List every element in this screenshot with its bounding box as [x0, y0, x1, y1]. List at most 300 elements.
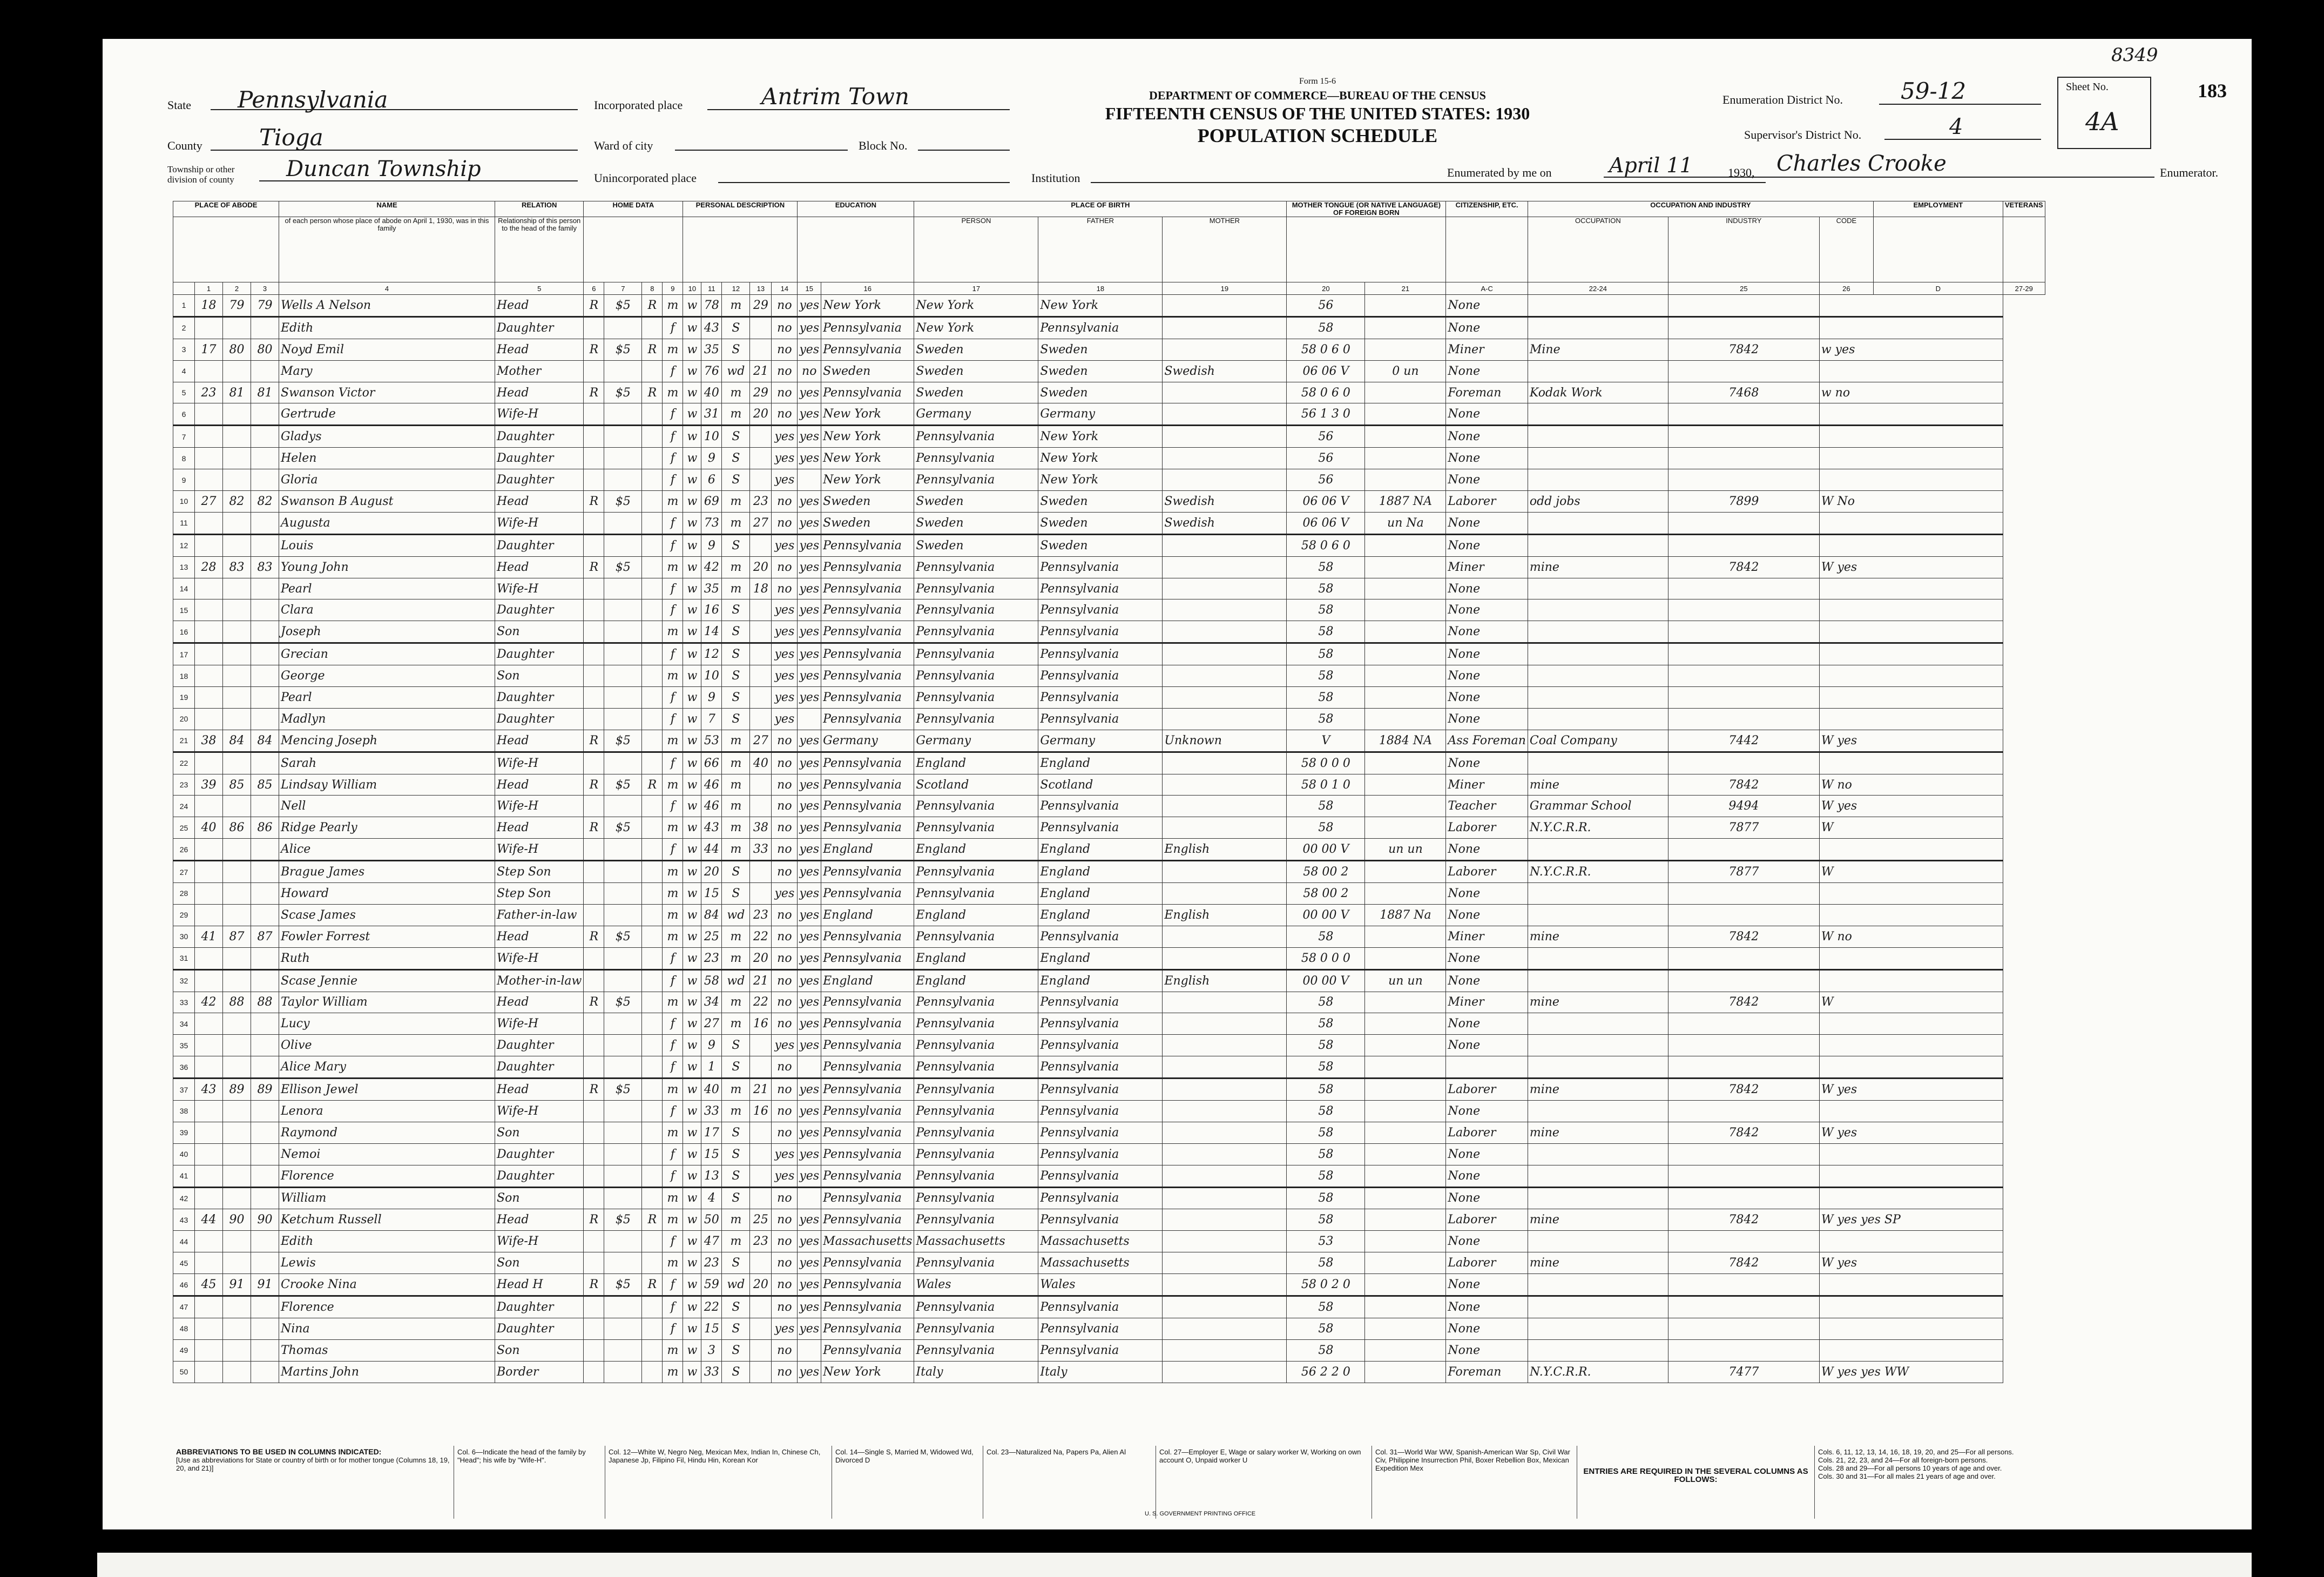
- cell-name: Lucy: [279, 1013, 495, 1035]
- cell-occ: None: [1446, 1296, 1528, 1318]
- cell-mbp: Germany: [1038, 730, 1163, 752]
- cell-c: [251, 1187, 279, 1209]
- cell-mbp: New York: [1038, 295, 1163, 317]
- cell-val: [604, 534, 642, 556]
- table-row: [173, 1318, 2045, 1339]
- cell-farm: R: [642, 1274, 663, 1296]
- table-row: [173, 1100, 2045, 1122]
- cell-cit: [1365, 556, 1446, 578]
- col31-note: Col. 31—World War WW, Spanish-American War Sp, Civil War Civ, Philippine Insurrection Phil, Boxer Rebellion Box, Mexican Expedition Mex: [1372, 1446, 1577, 1519]
- cell-emp: [1819, 708, 2003, 730]
- cell-fbp: Pennsylvania: [914, 687, 1038, 709]
- cell-fbp: Pennsylvania: [914, 578, 1038, 599]
- cell-sch: no: [772, 1274, 798, 1296]
- cell-age-m: 38: [750, 817, 772, 839]
- cell-name: Lindsay William: [279, 774, 495, 796]
- cell-cit: un un: [1365, 839, 1446, 861]
- cell-oc: 7877: [1668, 817, 1819, 839]
- cell-occ: Foreman: [1446, 382, 1528, 403]
- cell-occ: None: [1446, 1274, 1528, 1296]
- cell-sex: f: [663, 643, 683, 665]
- cell-a: 42: [195, 992, 223, 1013]
- cell-val: $5: [604, 295, 642, 317]
- cell-a: 45: [195, 1274, 223, 1296]
- group-place-of-abode: PLACE OF ABODE: [173, 201, 279, 217]
- population-table: [173, 201, 2045, 1383]
- cell-read: no: [798, 360, 821, 382]
- cell-sch: no: [772, 926, 798, 947]
- cell-emp: [1819, 512, 2003, 534]
- township-value: Duncan Township: [286, 157, 481, 181]
- cell-c: 79: [251, 295, 279, 317]
- cell-cit: 1884 NA: [1365, 730, 1446, 752]
- cell-mbp: Pennsylvania: [1038, 1318, 1163, 1339]
- cell-sex: m: [663, 730, 683, 752]
- cell-farm: [642, 316, 663, 339]
- table-row: [173, 992, 2045, 1013]
- cell-farm: [642, 708, 663, 730]
- cell-val: [604, 1339, 642, 1361]
- cell-bp: Pennsylvania: [821, 665, 914, 687]
- cell-cit: un Na: [1365, 512, 1446, 534]
- cell-ms: S: [722, 708, 750, 730]
- cell-age-m: [750, 796, 772, 817]
- cell-ind: N.Y.C.R.R.: [1528, 1361, 1668, 1383]
- cell-b: [223, 1361, 251, 1383]
- cell-val: $5: [604, 817, 642, 839]
- table-row: [173, 1274, 2045, 1296]
- cell-farm: [642, 643, 663, 665]
- cell-tongue: [1163, 295, 1287, 317]
- cell-age: 58: [701, 969, 722, 992]
- table-row: [173, 426, 2045, 448]
- cell-a: [195, 1100, 223, 1122]
- table-row: [173, 578, 2045, 599]
- line-number: 16: [173, 621, 195, 643]
- cell-bp: England: [821, 969, 914, 992]
- table-row: [173, 969, 2045, 992]
- cell-val: [604, 426, 642, 448]
- sheet-box: [2057, 77, 2151, 149]
- ed-label: Enumeration District No.: [1722, 93, 1843, 106]
- cell-sex: f: [663, 360, 683, 382]
- cell-oc: [1668, 534, 1819, 556]
- cell-a: [195, 599, 223, 621]
- cell-oc: [1668, 316, 1819, 339]
- cell-sex: f: [663, 512, 683, 534]
- cell-a: [195, 1143, 223, 1165]
- column-number: 18: [1038, 282, 1163, 295]
- cell-sch: no: [772, 1231, 798, 1252]
- cell-race: w: [683, 817, 701, 839]
- relation-column-desc: Relationship of this person to the head of the family: [495, 217, 584, 282]
- cell-own: R: [584, 1209, 604, 1231]
- cell-age: 15: [701, 883, 722, 905]
- cell-code: 58: [1287, 687, 1365, 709]
- cell-code: 58: [1287, 1165, 1365, 1187]
- cell-sex: f: [663, 599, 683, 621]
- cell-bp: Pennsylvania: [821, 883, 914, 905]
- cell-tongue: Swedish: [1163, 491, 1287, 513]
- cell-oc: [1668, 1013, 1819, 1035]
- cell-age: 9: [701, 534, 722, 556]
- cell-c: 88: [251, 992, 279, 1013]
- cell-ind: [1528, 403, 1668, 426]
- cell-name: Thomas: [279, 1339, 495, 1361]
- cell-age: 14: [701, 621, 722, 643]
- cell-occ: None: [1446, 1165, 1528, 1187]
- cell-name: Gertrude: [279, 403, 495, 426]
- line-number: 25: [173, 817, 195, 839]
- cell-rel: Head: [495, 339, 584, 360]
- cell-code: 56 1 3 0: [1287, 403, 1365, 426]
- cell-fbp: Pennsylvania: [914, 708, 1038, 730]
- state-value: Pennsylvania: [238, 86, 388, 113]
- cell-farm: R: [642, 295, 663, 317]
- cell-ms: wd: [722, 969, 750, 992]
- col14-note: Col. 14—Single S, Married M, Widowed Wd, Divorced D: [832, 1446, 983, 1519]
- cell-fbp: England: [914, 969, 1038, 992]
- column-number: 25: [1668, 282, 1819, 295]
- cell-name: Martins John: [279, 1361, 495, 1383]
- cell-ms: S: [722, 1143, 750, 1165]
- cell-tongue: [1163, 861, 1287, 883]
- cell-name: Edith: [279, 1231, 495, 1252]
- column-number: 15: [798, 282, 821, 295]
- cell-rel: Head: [495, 1209, 584, 1231]
- cell-tongue: [1163, 1165, 1287, 1187]
- cell-bp: Pennsylvania: [821, 708, 914, 730]
- cell-b: [223, 708, 251, 730]
- cell-code: 06 06 V: [1287, 512, 1365, 534]
- cell-bp: Pennsylvania: [821, 1274, 914, 1296]
- cell-farm: R: [642, 774, 663, 796]
- cell-rel: Wife-H: [495, 1100, 584, 1122]
- cell-age: 10: [701, 426, 722, 448]
- cell-farm: [642, 599, 663, 621]
- cell-farm: [642, 1296, 663, 1318]
- line-number: 31: [173, 947, 195, 969]
- cell-emp: [1819, 469, 2003, 491]
- cell-sch: no: [772, 839, 798, 861]
- cell-name: Taylor William: [279, 992, 495, 1013]
- cell-age: 46: [701, 774, 722, 796]
- cell-ind: mine: [1528, 556, 1668, 578]
- cell-emp: W: [1819, 817, 2003, 839]
- printer-note: U. S. GOVERNMENT PRINTING OFFICE: [1145, 1511, 1256, 1517]
- column-number: 17: [914, 282, 1038, 295]
- cell-oc: [1668, 599, 1819, 621]
- column-number: 14: [772, 282, 798, 295]
- cell-oc: 7842: [1668, 556, 1819, 578]
- cell-fbp: Pennsylvania: [914, 817, 1038, 839]
- cell-mbp: Pennsylvania: [1038, 796, 1163, 817]
- next-sheet-edge: [97, 1553, 2252, 1577]
- cell-own: [584, 1296, 604, 1318]
- cell-c: [251, 752, 279, 774]
- cell-farm: [642, 752, 663, 774]
- cell-b: [223, 1100, 251, 1122]
- cell-age-m: [750, 643, 772, 665]
- cell-oc: [1668, 426, 1819, 448]
- cell-age: 15: [701, 1143, 722, 1165]
- cell-age: 33: [701, 1100, 722, 1122]
- line-number: 9: [173, 469, 195, 491]
- cell-ms: S: [722, 1296, 750, 1318]
- cell-emp: [1819, 1296, 2003, 1318]
- cell-sex: f: [663, 316, 683, 339]
- cell-emp: w yes: [1819, 339, 2003, 360]
- cell-read: [798, 708, 821, 730]
- cell-ind: [1528, 512, 1668, 534]
- cell-a: [195, 665, 223, 687]
- cell-sex: f: [663, 578, 683, 599]
- cell-sex: f: [663, 1296, 683, 1318]
- cell-age-m: [750, 1056, 772, 1079]
- cell-val: [604, 403, 642, 426]
- cell-sch: yes: [772, 1143, 798, 1165]
- cell-race: w: [683, 992, 701, 1013]
- cell-name: Nemoi: [279, 1143, 495, 1165]
- cell-sex: f: [663, 796, 683, 817]
- department: DEPARTMENT OF COMMERCE—BUREAU OF THE CENSUS: [1149, 89, 1487, 102]
- cell-fbp: Pennsylvania: [914, 426, 1038, 448]
- cell-mbp: Pennsylvania: [1038, 992, 1163, 1013]
- cell-race: w: [683, 316, 701, 339]
- cell-read: yes: [798, 1296, 821, 1318]
- cell-rel: Wife-H: [495, 796, 584, 817]
- cell-code: 56: [1287, 469, 1365, 491]
- cell-emp: [1819, 426, 2003, 448]
- cell-cit: [1365, 1035, 1446, 1056]
- cell-ind: mine: [1528, 774, 1668, 796]
- cell-oc: [1668, 1100, 1819, 1122]
- cell-rel: Head: [495, 491, 584, 513]
- cell-b: [223, 1122, 251, 1143]
- cell-ms: S: [722, 1035, 750, 1056]
- line-number: 7: [173, 426, 195, 448]
- line-number: 14: [173, 578, 195, 599]
- cell-emp: [1819, 1056, 2003, 1079]
- cell-sch: no: [772, 1339, 798, 1361]
- cell-age-m: [750, 861, 772, 883]
- cell-farm: [642, 926, 663, 947]
- cell-age: 27: [701, 1013, 722, 1035]
- cell-c: [251, 448, 279, 469]
- cell-own: [584, 1035, 604, 1056]
- cell-read: yes: [798, 904, 821, 926]
- cell-code: 58 0 6 0: [1287, 339, 1365, 360]
- cell-sch: yes: [772, 534, 798, 556]
- cell-occ: None: [1446, 360, 1528, 382]
- cell-c: [251, 1100, 279, 1122]
- cell-sch: no: [772, 1296, 798, 1318]
- cell-fbp: Sweden: [914, 339, 1038, 360]
- cell-age-m: 20: [750, 556, 772, 578]
- cell-bp: Pennsylvania: [821, 1079, 914, 1101]
- cell-code: 58: [1287, 1100, 1365, 1122]
- cell-emp: [1819, 1274, 2003, 1296]
- cell-ms: wd: [722, 1274, 750, 1296]
- cell-tongue: [1163, 1318, 1287, 1339]
- cell-occ: Miner: [1446, 556, 1528, 578]
- cell-tongue: [1163, 1100, 1287, 1122]
- cell-ms: S: [722, 469, 750, 491]
- cell-b: [223, 512, 251, 534]
- cell-rel: Wife-H: [495, 512, 584, 534]
- line-number: 39: [173, 1122, 195, 1143]
- cell-name: Mencing Joseph: [279, 730, 495, 752]
- cell-b: 90: [223, 1209, 251, 1231]
- cell-val: $5: [604, 1209, 642, 1231]
- cell-emp: [1819, 578, 2003, 599]
- cell-oc: [1668, 687, 1819, 709]
- cell-sex: f: [663, 752, 683, 774]
- cell-rel: Wife-H: [495, 839, 584, 861]
- cell-ind: [1528, 621, 1668, 643]
- cell-age: 42: [701, 556, 722, 578]
- cell-age-m: [750, 1165, 772, 1187]
- cell-name: Sarah: [279, 752, 495, 774]
- census-title: FIFTEENTH CENSUS OF THE UNITED STATES: 1930: [1105, 104, 1530, 123]
- cell-b: [223, 1339, 251, 1361]
- cell-b: [223, 687, 251, 709]
- line-number: 40: [173, 1143, 195, 1165]
- cell-ind: [1528, 752, 1668, 774]
- cell-bp: England: [821, 904, 914, 926]
- cell-own: [584, 839, 604, 861]
- abbrev-box: [173, 1446, 454, 1519]
- cell-fbp: Italy: [914, 1361, 1038, 1383]
- line-number: 1: [173, 295, 195, 317]
- cell-occ: Miner: [1446, 992, 1528, 1013]
- cell-fbp: Pennsylvania: [914, 1339, 1038, 1361]
- cell-age: 35: [701, 578, 722, 599]
- cell-rel: Wife-H: [495, 1231, 584, 1252]
- req-1: Cols. 6, 11, 12, 13, 14, 16, 18, 19, 20, and 25—For all persons.: [1818, 1448, 2014, 1456]
- cell-read: yes: [798, 295, 821, 317]
- cell-age-m: [750, 1035, 772, 1056]
- cell-name: Scase James: [279, 904, 495, 926]
- cell-mbp: Pennsylvania: [1038, 687, 1163, 709]
- cell-age: 16: [701, 599, 722, 621]
- cell-ind: [1528, 469, 1668, 491]
- cell-b: [223, 796, 251, 817]
- cell-bp: Germany: [821, 730, 914, 752]
- cell-c: [251, 1013, 279, 1035]
- column-number: 7: [604, 282, 642, 295]
- cell-rel: Daughter: [495, 426, 584, 448]
- column-number: A-C: [1446, 282, 1528, 295]
- cell-sex: f: [663, 1035, 683, 1056]
- cell-name: Fowler Forrest: [279, 926, 495, 947]
- cell-bp: Pennsylvania: [821, 992, 914, 1013]
- cell-c: [251, 1231, 279, 1252]
- cell-c: 84: [251, 730, 279, 752]
- cell-fbp: England: [914, 904, 1038, 926]
- cell-a: [195, 1165, 223, 1187]
- cell-name: Florence: [279, 1165, 495, 1187]
- cell-own: [584, 687, 604, 709]
- cell-cit: [1365, 1079, 1446, 1101]
- cell-age-m: 23: [750, 1231, 772, 1252]
- req-4: Cols. 30 and 31—For all males 21 years of age and over.: [1818, 1472, 1996, 1480]
- cell-bp: Pennsylvania: [821, 861, 914, 883]
- cell-c: [251, 1122, 279, 1143]
- cell-occ: Laborer: [1446, 817, 1528, 839]
- cell-oc: 7842: [1668, 1122, 1819, 1143]
- cell-tongue: [1163, 817, 1287, 839]
- table-row: [173, 947, 2045, 969]
- cell-c: [251, 904, 279, 926]
- cell-code: 58 0 0 0: [1287, 752, 1365, 774]
- table-row: [173, 796, 2045, 817]
- cell-fbp: Pennsylvania: [914, 556, 1038, 578]
- cell-emp: [1819, 643, 2003, 665]
- sheet-value: 4A: [2085, 107, 2119, 136]
- cell-name: Joseph: [279, 621, 495, 643]
- cell-emp: [1819, 534, 2003, 556]
- line-number: 42: [173, 1187, 195, 1209]
- cell-own: [584, 599, 604, 621]
- cell-emp: W no: [1819, 926, 2003, 947]
- cell-mbp: Sweden: [1038, 382, 1163, 403]
- cell-farm: [642, 1165, 663, 1187]
- cell-bp: Pennsylvania: [821, 534, 914, 556]
- cell-c: [251, 665, 279, 687]
- abbrev-note: [Use as abbreviations for State or country of birth or for mother tongue (Columns 18, 19, 20, and 21)]: [176, 1456, 450, 1472]
- cell-emp: [1819, 1318, 2003, 1339]
- line-number: 38: [173, 1100, 195, 1122]
- cell-ms: S: [722, 1056, 750, 1079]
- cell-age-m: [750, 708, 772, 730]
- cell-sch: no: [772, 316, 798, 339]
- cell-oc: 7899: [1668, 491, 1819, 513]
- cell-race: w: [683, 752, 701, 774]
- cell-ms: S: [722, 643, 750, 665]
- cell-sex: f: [663, 403, 683, 426]
- cell-c: 85: [251, 774, 279, 796]
- cell-oc: [1668, 839, 1819, 861]
- cell-read: yes: [798, 774, 821, 796]
- ed-value: 59-12: [1901, 78, 1967, 104]
- cell-occ: None: [1446, 883, 1528, 905]
- cell-bp: Pennsylvania: [821, 643, 914, 665]
- cell-name: Helen: [279, 448, 495, 469]
- cell-race: w: [683, 426, 701, 448]
- cell-ms: m: [722, 1209, 750, 1231]
- cell-read: [798, 1187, 821, 1209]
- cell-code: 58: [1287, 1209, 1365, 1231]
- cell-c: [251, 1035, 279, 1056]
- cell-own: [584, 1056, 604, 1079]
- cell-tongue: [1163, 426, 1287, 448]
- cell-occ: None: [1446, 904, 1528, 926]
- cell-mbp: Italy: [1038, 1361, 1163, 1383]
- cell-cit: [1365, 992, 1446, 1013]
- cell-cit: [1365, 861, 1446, 883]
- line-number: 23: [173, 774, 195, 796]
- cell-sex: f: [663, 1100, 683, 1122]
- cell-age: 7: [701, 708, 722, 730]
- cell-read: yes: [798, 491, 821, 513]
- cell-val: $5: [604, 556, 642, 578]
- cell-fbp: Sweden: [914, 360, 1038, 382]
- cell-code: 58: [1287, 1187, 1365, 1209]
- cell-rel: Son: [495, 665, 584, 687]
- cell-sex: m: [663, 491, 683, 513]
- cell-name: George: [279, 665, 495, 687]
